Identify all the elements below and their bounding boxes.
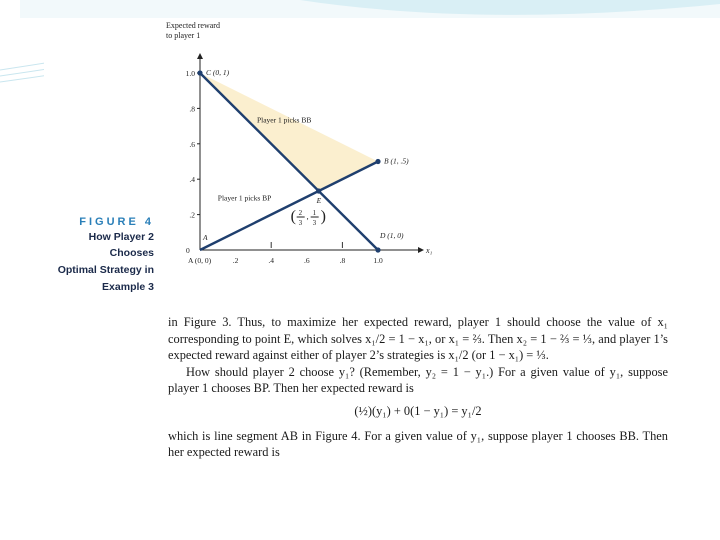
- comma: ,: [306, 212, 309, 222]
- figure-title-line: How Player 2 Chooses: [88, 231, 154, 259]
- body-text: [168, 314, 668, 461]
- shaded-region: [200, 73, 378, 191]
- series-line-bp: [200, 162, 378, 251]
- paren: ): [320, 208, 327, 226]
- equation: (½)(y₁) + 0(1 − y₁) = y₁/2: [354, 403, 482, 418]
- x-tick-label: .4: [268, 256, 275, 265]
- y-tick-label: 0: [186, 246, 190, 255]
- point-label: E: [316, 196, 322, 206]
- y-tick-label: .2: [189, 210, 195, 220]
- figure-label: FIGURE 4: [79, 216, 154, 228]
- e-x-den: 3: [298, 219, 303, 228]
- y-tick-label: .8: [189, 104, 195, 114]
- y-tick-label: 1.0: [185, 69, 195, 78]
- figure-caption: [44, 216, 154, 295]
- data-point: [316, 188, 321, 193]
- y-axis-label: to player 1: [166, 31, 201, 40]
- y-tick-label: .6: [189, 139, 195, 149]
- series-label-bp: Player 1 picks BP: [217, 193, 272, 203]
- point-label: B (1, .5): [384, 156, 409, 166]
- y-tick-label: .4: [189, 175, 195, 185]
- paren: (: [290, 208, 297, 226]
- y-axis-arrow: [197, 53, 203, 59]
- x-tick-label: 1.0: [373, 256, 383, 265]
- point-label: C (0, 1): [206, 68, 230, 77]
- origin-label: A: [203, 233, 208, 242]
- reward-chart: [162, 18, 452, 288]
- x-tick-label: A (0, 0): [188, 256, 212, 265]
- data-point: [375, 247, 380, 252]
- x-tick-label: .2: [232, 256, 239, 265]
- figure-title-line: Optimal Strategy in: [57, 264, 154, 276]
- x-axis-arrow: [418, 247, 424, 253]
- textbook-page: [44, 18, 669, 498]
- data-point: [197, 70, 202, 75]
- paragraph: which is line segment AB in Figure 4. For a given value of y₁, suppose player 1 chooses BB. Then her expected reward is: [168, 428, 668, 460]
- paragraph: How should player 2 choose y₁? (Remember, y₂ = 1 − y₁.) For a given value of y₁, suppose player 1 chooses BP. Then her expected reward is: [168, 364, 668, 396]
- e-y-den: 3: [312, 219, 317, 228]
- series-label-bb: Player 1 picks BB: [256, 115, 312, 125]
- x-axis-label: x₁: [426, 246, 433, 255]
- x-tick-label: .6: [303, 256, 310, 265]
- figure-title-line: Example 3: [102, 281, 154, 293]
- point-label: D (1, 0): [380, 231, 404, 240]
- e-y-num: 1: [312, 209, 317, 218]
- y-axis-label: Expected reward: [166, 21, 220, 30]
- paragraph: in Figure 3. Thus, to maximize her expected reward, player 1 should choose the value of x₁ corresponding to point E, which solves x₁/2 = 1 − x₁, or x₁ = ⅔. Then x₂ = 1 − ⅔ = ⅓, and player 1’s expected reward against either of player 2’s strategies is x₁/2 (or 1 − x₁) = ⅓.: [168, 315, 668, 363]
- e-x-num: 2: [298, 209, 303, 218]
- x-tick-label: .8: [339, 256, 346, 265]
- data-point: [375, 159, 380, 164]
